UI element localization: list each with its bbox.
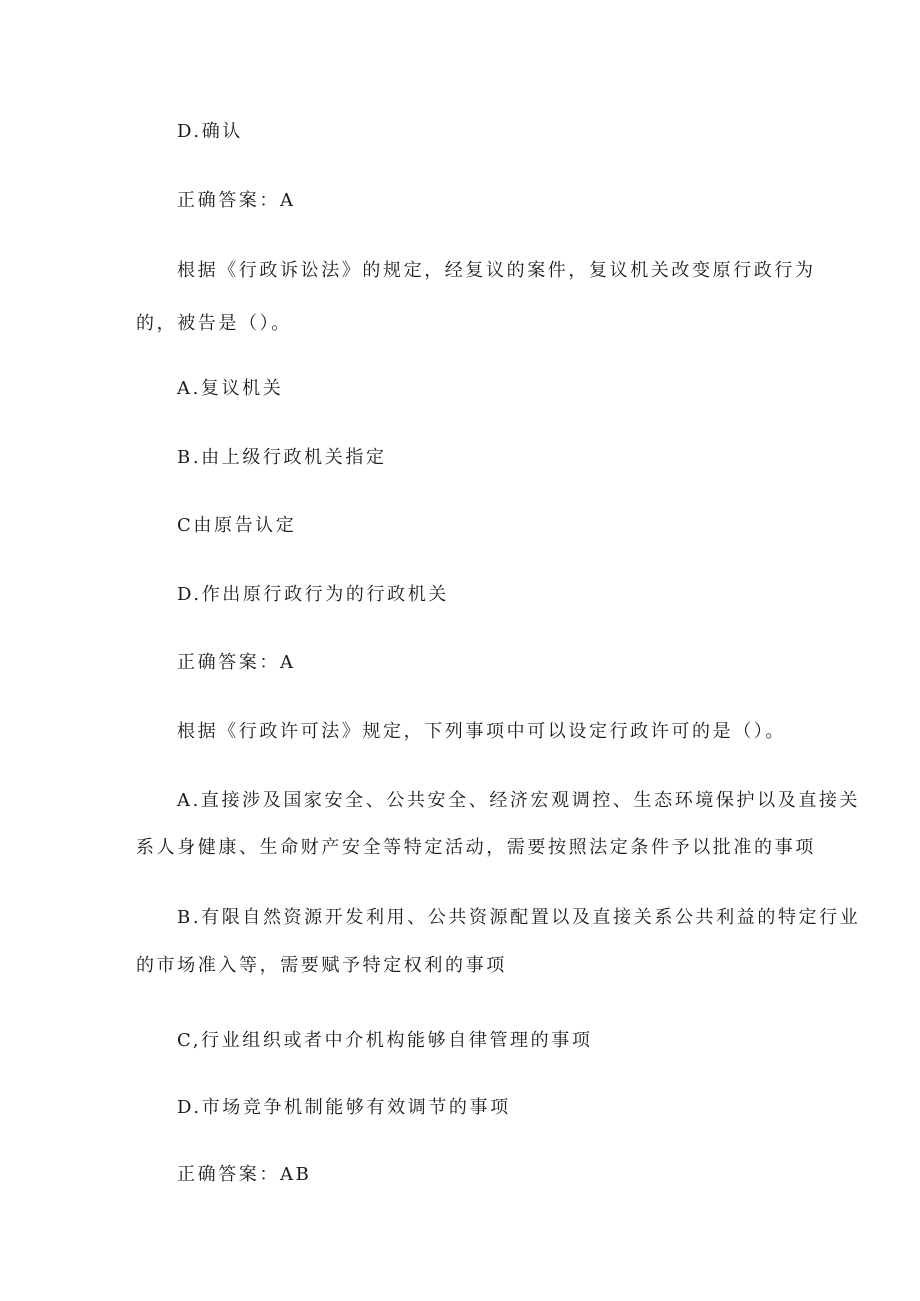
question-line-2: 的，被告是（）。 [136,313,292,334]
question-line: 根据《行政许可法》规定，下列事项中可以设定行政许可的是（）。 [177,721,786,742]
option-c: C,行业组织或者中介机构能够自律管理的事项 [177,1030,593,1051]
option-d: D.市场竞争机制能够有效调节的事项 [177,1097,511,1118]
option-b-line-1: B.有限自然资源开发利用、公共资源配置以及直接关系公共利益的特定行业 [177,907,861,928]
option-d: D.作出原行政行为的行政机关 [177,584,449,605]
option-a-line-1: A.直接涉及国家安全、公共安全、经济宏观调控、生态环境保护以及直接关 [177,790,861,811]
option-a: A.复议机关 [177,378,284,399]
option-b: B.由上级行政机关指定 [177,447,387,468]
answer-line: 正确答案：AB [177,1164,312,1185]
answer-line: 正确答案：A [177,190,296,211]
option-d-confirm: D.确认 [177,121,243,142]
option-c: C由原告认定 [177,515,297,536]
answer-line: 正确答案：A [177,652,296,673]
option-a-line-2: 系人身健康、生命财产安全等特定活动，需要按照法定条件予以批准的事项 [136,837,816,858]
option-b-line-2: 的市场准入等，需要赋予特定权利的事项 [136,955,507,976]
question-line-1: 根据《行政诉讼法》的规定，经复议的案件，复议机关改变原行政行为 [177,260,816,281]
